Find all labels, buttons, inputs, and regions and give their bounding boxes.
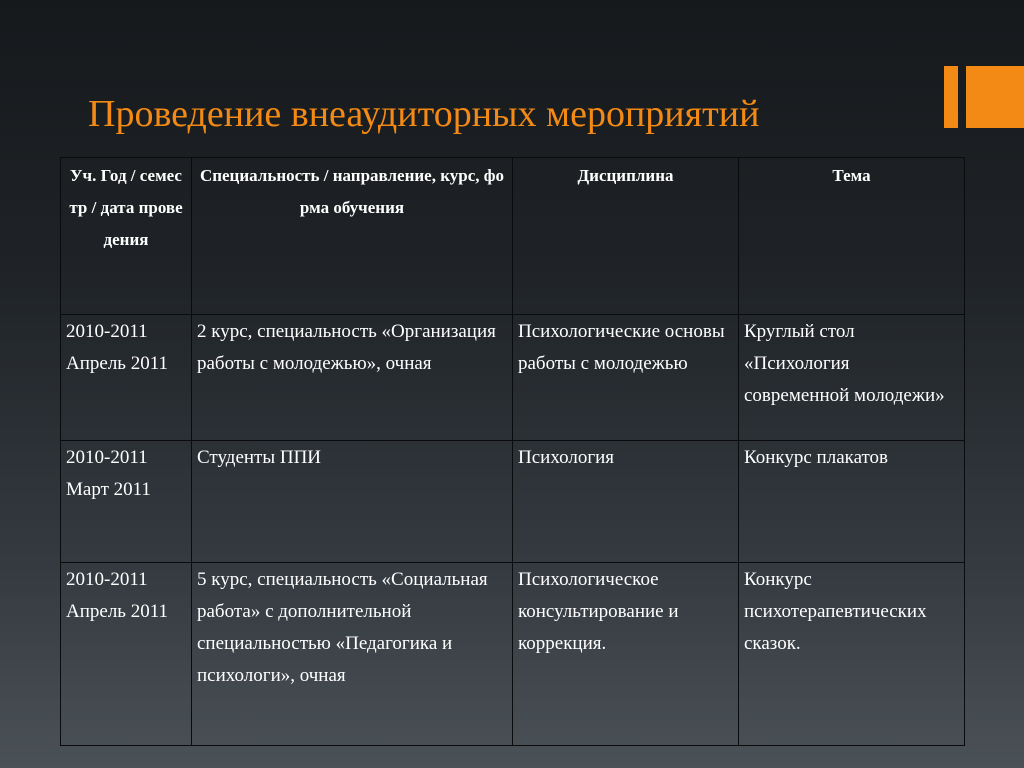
- cell-discipline: [513, 563, 739, 746]
- table-row: [61, 315, 965, 441]
- cell-discipline-text: Психология: [518, 447, 615, 468]
- cell-discipline-text: Психологическое консультирование и коррекция.: [518, 569, 679, 654]
- table-header-row: [61, 158, 965, 315]
- events-table-container: [60, 157, 964, 746]
- cell-period: [61, 441, 192, 563]
- header-period: [61, 158, 192, 315]
- header-period-label: Уч. Год / семестр / дата проведения: [69, 166, 183, 249]
- cell-specialty-text: 2 курс, специальность «Организация работы с молодежью», очная: [197, 321, 496, 374]
- cell-discipline: [513, 315, 739, 441]
- header-topic: [739, 158, 965, 315]
- table-row: [61, 563, 965, 746]
- cell-topic: [739, 315, 965, 441]
- cell-topic-text: Круглый стол «Психология современной молодежи»: [744, 321, 945, 406]
- cell-topic-text: Конкурс плакатов: [744, 447, 889, 468]
- slide-title: Проведение внеаудиторных мероприятий: [88, 93, 760, 135]
- cell-specialty: [192, 315, 513, 441]
- cell-specialty-text: Студенты ППИ: [197, 447, 322, 468]
- cell-topic-text: Конкурс психотерапевтических сказок.: [744, 569, 927, 654]
- cell-period-text: 2010-2011 Апрель 2011: [66, 321, 169, 374]
- cell-discipline-text: Психологические основы работы с молодежью: [518, 321, 725, 374]
- cell-topic: [739, 563, 965, 746]
- header-discipline: [513, 158, 739, 315]
- cell-specialty-text: 5 курс, специальность «Социальная работа» с дополнительной специальностью «Педагогика и психологи», очная: [197, 569, 488, 686]
- header-specialty: [192, 158, 513, 315]
- header-discipline-label: Дисциплина: [577, 166, 674, 185]
- accent-block: [966, 66, 1024, 128]
- cell-discipline: [513, 441, 739, 563]
- events-table: [60, 157, 965, 746]
- accent-bar: [944, 66, 958, 128]
- header-specialty-label: Специальность / направление, курс, форма обучения: [199, 166, 505, 217]
- cell-specialty: [192, 441, 513, 563]
- cell-topic: [739, 441, 965, 563]
- cell-specialty: [192, 563, 513, 746]
- cell-period: [61, 563, 192, 746]
- cell-period: [61, 315, 192, 441]
- cell-period-text: 2010-2011 Март 2011: [66, 447, 151, 500]
- cell-period-text: 2010-2011 Апрель 2011: [66, 569, 169, 622]
- table-row: [61, 441, 965, 563]
- header-topic-label: Тема: [832, 166, 871, 185]
